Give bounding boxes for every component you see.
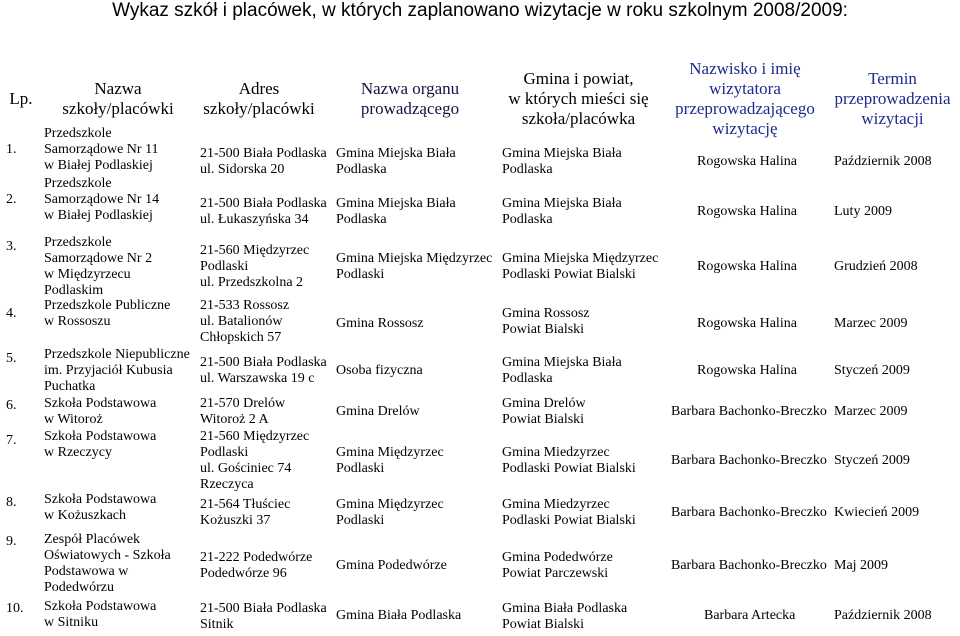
row-gmina: Gmina Miedzyrzec Podlaski Powiat Bialski [502,445,636,476]
row-organ: Gmina Miejska Biała Podlaska [336,196,456,227]
header-gmina-powiat: Gmina i powiat, w których mieści się szkoła/placówka [508,69,649,128]
row-school-name: Szkoła Podstawowa w Kożuszkach [44,492,157,523]
row-term: Październik 2008 [834,608,932,623]
row-term: Kwiecień 2009 [834,505,920,520]
row-school-name: Przedszkole Samorządowe Nr 2 w Międzyrzecu Podlaskim [44,235,153,298]
row-address: 21-500 Biała Podlaska ul. Warszawska 19 c [200,355,327,386]
row-gmina: Gmina Rossosz Powiat Bialski [502,306,590,337]
row-gmina: Gmina Drelów Powiat Bialski [502,396,586,427]
row-school-name: Przedszkole Publiczne w Rossoszu [44,298,171,329]
row-term: Grudzień 2008 [834,259,918,274]
row-address: 21-570 Drelów Witoroż 2 A [200,396,286,427]
row-school-name: Przedszkole Niepubliczne im. Przyjaciół Kubusia Puchatka [44,347,190,394]
row-organ: Gmina Biała Podlaska [336,608,462,623]
row-organ: Gmina Międzyrzec Podlaski [336,445,444,476]
row-lp: 8. [6,495,17,510]
row-address: 21-560 Międzyrzec Podlaski ul. Gościniec 74 Rzeczyca [200,429,310,492]
row-address: 21-222 Podedwórze Podedwórze 96 [200,550,313,581]
row-organ: Gmina Międzyrzec Podlaski [336,497,444,528]
header-term: Termin przeprowadzenia wizytacji [834,69,951,128]
row-lp: 4. [6,306,17,321]
row-inspector: Rogowska Halina [697,154,797,169]
row-inspector: Barbara Bachonko-Breczko [671,558,827,573]
header-school-name: Nazwa szkoły/placówki [62,79,174,118]
row-organ: Osoba fizyczna [336,363,423,378]
row-gmina: Gmina Miejska Biała Podlaska [502,146,622,177]
row-inspector: Barbara Bachonko-Breczko [671,453,827,468]
row-inspector: Barbara Artecka [704,608,796,623]
row-address: 21-564 Tłuściec Kożuszki 37 [200,497,291,528]
row-term: Marzec 2009 [834,404,908,419]
row-lp: 2. [6,192,17,207]
row-address: 21-533 Rossosz ul. Batalionów Chłopskich 57 [200,298,290,345]
row-lp: 7. [6,433,17,448]
row-school-name: Szkoła Podstawowa w Witoroż [44,396,157,427]
row-school-name: Zespół Placówek Oświatowych - Szkoła Podstawowa w Podedwórzu [44,532,171,595]
row-school-name: Przedszkole Samorządowe Nr 11 w Białej Podlaskiej [44,126,159,173]
row-school-name: Szkoła Podstawowa w Sitniku [44,599,157,630]
row-address: 21-560 Międzyrzec Podlaski ul. Przedszkolna 2 [200,243,310,290]
row-lp: 1. [6,142,17,157]
page-title: Wykaz szkół i placówek, w których zaplanowano wizytacje w roku szkolnym 2008/2009: [112,0,848,21]
row-term: Marzec 2009 [834,316,908,331]
row-term: Luty 2009 [834,204,892,219]
header-inspector: Nazwisko i imię wizytatora przeprowadzającego wizytację [675,59,815,138]
row-school-name: Przedszkole Samorządowe Nr 14 w Białej Podlaskiej [44,176,160,223]
row-gmina: Gmina Podedwórze Powiat Parczewski [502,550,613,581]
row-term: Maj 2009 [834,558,889,573]
row-lp: 10. [6,601,24,616]
row-gmina: Gmina Biała Podlaska Powiat Bialski [502,601,628,632]
row-organ: Gmina Drelów [336,404,420,419]
header-school-address: Adres szkoły/placówki [203,79,315,118]
header-governing-body: Nazwa organu prowadzącego [360,79,460,118]
row-lp: 5. [6,351,17,366]
row-inspector: Barbara Bachonko-Breczko [671,404,827,419]
row-term: Styczeń 2009 [834,363,910,378]
row-gmina: Gmina Miejska Międzyrzec Podlaski Powiat Bialski [502,251,659,282]
row-gmina: Gmina Miedzyrzec Podlaski Powiat Bialski [502,497,636,528]
row-lp: 9. [6,534,17,549]
row-lp: 6. [6,398,17,413]
row-address: 21-500 Biała Podlaska ul. Łukaszyńska 34 [200,196,327,227]
row-gmina: Gmina Miejska Biała Podlaska [502,355,622,386]
row-organ: Gmina Podedwórze [336,558,447,573]
row-address: 21-500 Biała Podlaska ul. Sidorska 20 [200,146,327,177]
row-lp: 3. [6,239,17,254]
row-address: 21-500 Biała Podlaska Sitnik [200,601,327,632]
row-organ: Gmina Miejska Międzyrzec Podlaski [336,251,493,282]
row-inspector: Rogowska Halina [697,316,797,331]
row-gmina: Gmina Miejska Biała Podlaska [502,196,622,227]
row-inspector: Rogowska Halina [697,363,797,378]
row-organ: Gmina Miejska Biała Podlaska [336,146,456,177]
row-inspector: Barbara Bachonko-Breczko [671,505,827,520]
row-inspector: Rogowska Halina [697,204,797,219]
header-lp: Lp. [9,89,33,108]
row-inspector: Rogowska Halina [697,259,797,274]
row-term: Styczeń 2009 [834,453,910,468]
row-organ: Gmina Rossosz [336,316,424,331]
row-school-name: Szkoła Podstawowa w Rzeczycy [44,429,157,460]
row-term: Październik 2008 [834,154,932,169]
